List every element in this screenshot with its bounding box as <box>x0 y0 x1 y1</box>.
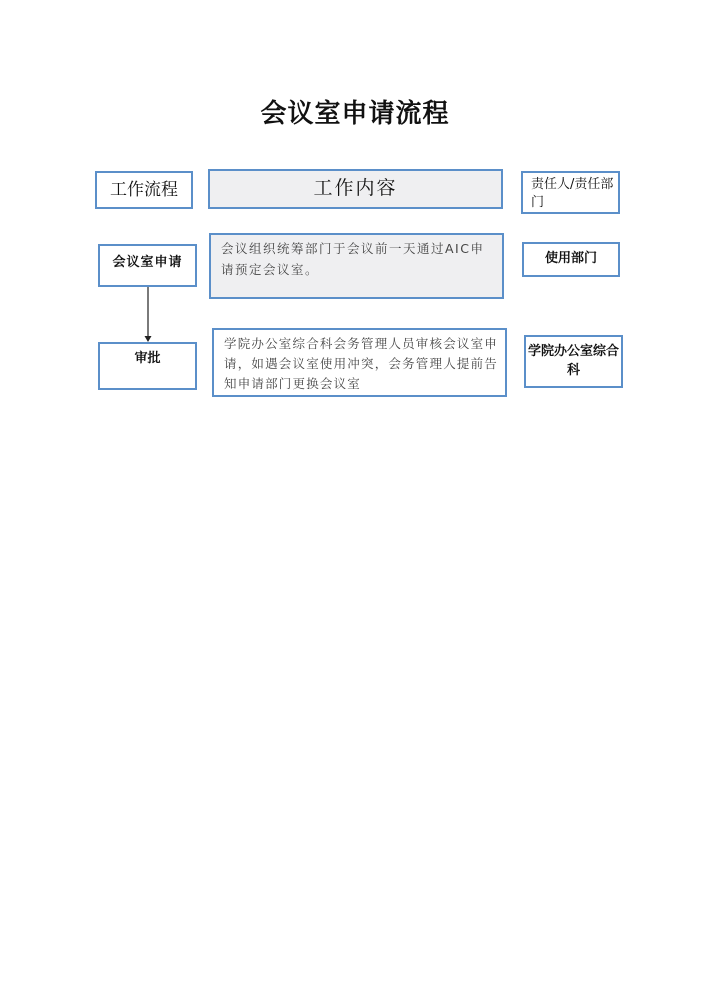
step-label-approve: 审批 <box>134 351 161 366</box>
responsible-box-approve <box>524 335 623 388</box>
responsible-label-approve: 学院办公室综合科 <box>527 344 619 378</box>
header-flow-box <box>95 171 193 209</box>
header-responsible-box <box>521 171 620 214</box>
content-box-approve <box>212 328 507 397</box>
responsible-box-apply <box>522 242 620 277</box>
page-title: 会议室申请流程 <box>260 99 450 129</box>
step-label-apply: 会议室申请 <box>112 255 183 270</box>
header-content-box <box>208 169 503 209</box>
responsible-label-apply: 使用部门 <box>544 251 597 266</box>
flow-arrow <box>140 287 156 345</box>
step-box-apply <box>98 244 197 287</box>
header-content-label: 工作内容 <box>313 177 398 200</box>
content-text-approve: 学院办公室综合科会务管理人员审核会议室申请，如遇会议室使用冲突，会务管理人提前告知申请部门更换会议室 <box>224 336 499 391</box>
header-flow-label: 工作流程 <box>110 179 178 200</box>
step-box-approve <box>98 342 197 390</box>
header-responsible-label: 责任人/责任部门 <box>531 177 614 211</box>
content-text-apply: 会议组织统筹部门于会议前一天通过AIC申请预定会议室。 <box>221 241 485 277</box>
content-box-apply <box>209 233 504 299</box>
